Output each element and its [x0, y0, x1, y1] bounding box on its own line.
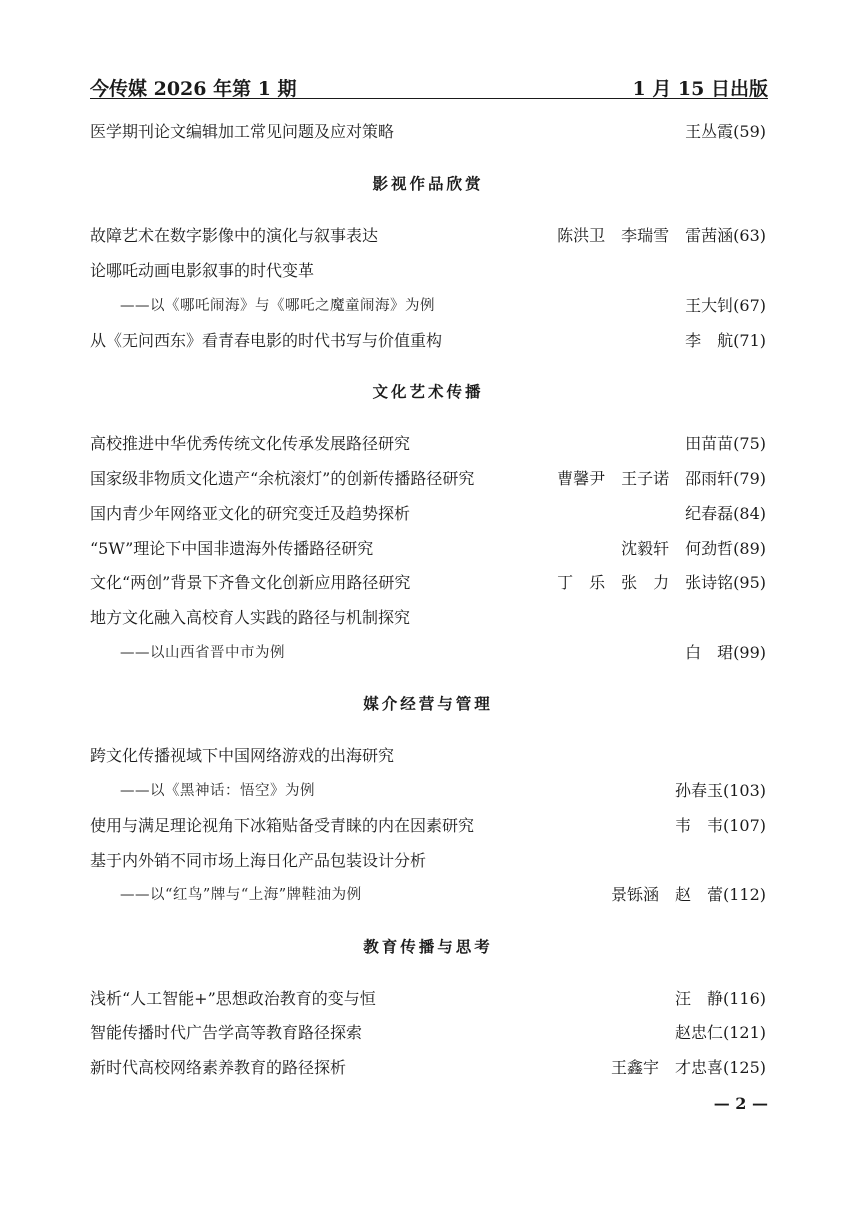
- article-title: 地方文化融入高校育人实践的路径与机制探究: [90, 608, 411, 627]
- article-authors: 曹馨尹 王子诺 邵雨轩(79): [557, 469, 766, 488]
- article-authors: 景铄涵 赵 蕾(112): [610, 885, 766, 904]
- toc-entry: [90, 329, 766, 353]
- toc-entry: [90, 467, 766, 491]
- article-authors: 沈毅轩 何劲哲(89): [621, 539, 766, 558]
- toc-entry: [90, 224, 766, 248]
- toc-entry-subtitle: [90, 883, 766, 907]
- article-subtitle: ——以《哪吒闹海》与《哪吒之魔童闹海》为例: [120, 298, 435, 314]
- article-title: 文化“两创”背景下齐鲁文化创新应用路径研究: [90, 573, 411, 592]
- article-title: 使用与满足理论视角下冰箱贴备受青睐的内在因素研究: [90, 816, 475, 835]
- toc-entry: [90, 744, 766, 768]
- toc-entry: [90, 1056, 766, 1080]
- toc-entry: [90, 259, 766, 283]
- article-authors: 赵忠仁(121): [674, 1023, 766, 1042]
- section-heading: 影视作品欣赏: [372, 174, 484, 193]
- section-heading: 文化艺术传播: [372, 382, 484, 401]
- article-authors: 白 珺(99): [685, 643, 766, 662]
- toc-entry: [90, 502, 766, 526]
- article-authors: 田苗苗(75): [685, 434, 766, 453]
- article-authors: 韦 韦(107): [674, 816, 766, 835]
- toc-entry: [90, 537, 766, 561]
- article-title: 故障艺术在数字影像中的演化与叙事表达: [90, 226, 379, 245]
- article-title: 高校推进中华优秀传统文化传承发展路径研究: [90, 434, 411, 453]
- article-title: 国家级非物质文化遗产“余杭滚灯”的创新传播路径研究: [90, 469, 475, 488]
- article-title: 跨文化传播视域下中国网络游戏的出海研究: [90, 746, 395, 765]
- article-title: 浅析“人工智能+”思想政治教育的变与恒: [90, 989, 376, 1008]
- journal-issue: 今传媒 2026 年第 1 期: [90, 78, 297, 100]
- article-subtitle: ——以《黑神话：悟空》为例: [120, 783, 315, 799]
- article-title: 基于内外销不同市场上海日化产品包装设计分析: [90, 851, 427, 870]
- toc-entry-subtitle: [90, 641, 766, 665]
- article-authors: 李 航(71): [685, 331, 766, 350]
- article-title: 新时代高校网络素养教育的路径探析: [90, 1058, 347, 1077]
- article-authors: 丁 乐 张 力 张诗铭(95): [557, 573, 766, 592]
- section-heading: 教育传播与思考: [363, 937, 493, 956]
- article-authors: 王丛霞(59): [685, 122, 766, 141]
- article-title: “5W”理论下中国非遗海外传播路径研究: [90, 539, 374, 558]
- toc-entry: [90, 849, 766, 873]
- article-subtitle: ——以“红鸟”牌与“上海”牌鞋油为例: [120, 887, 362, 903]
- toc-entry: [90, 987, 766, 1011]
- publication-date: 1 月 15 日出版: [632, 78, 768, 100]
- article-title: 智能传播时代广告学高等教育路径探索: [90, 1023, 363, 1042]
- article-authors: 纪春磊(84): [685, 504, 766, 523]
- toc-entry: [90, 814, 766, 838]
- section-heading: 媒介经营与管理: [363, 694, 493, 713]
- article-authors: 汪 静(116): [674, 989, 766, 1008]
- toc-entry: [90, 571, 766, 595]
- toc-entry-subtitle: [90, 294, 766, 318]
- article-authors: 王鑫宇 才忠喜(125): [610, 1058, 766, 1077]
- toc-entry: [90, 606, 766, 630]
- running-header: [90, 74, 768, 99]
- article-authors: 孙春玉(103): [674, 781, 766, 800]
- article-title: 国内青少年网络亚文化的研究变迁及趋势探析: [90, 504, 411, 523]
- toc-entry: [90, 1021, 766, 1045]
- article-title: 论哪吒动画电影叙事的时代变革: [90, 261, 315, 280]
- article-title: 从《无问西东》看青春电影的时代书写与价值重构: [90, 331, 443, 350]
- article-authors: 王大钊(67): [685, 296, 766, 315]
- article-subtitle: ——以山西省晋中市为例: [120, 645, 285, 661]
- toc-entry: [90, 432, 766, 456]
- toc-entry: [90, 120, 766, 144]
- article-authors: 陈洪卫 李瑞雪 雷茜涵(63): [557, 226, 766, 245]
- page-number: — 2 —: [713, 1094, 768, 1113]
- toc-entry-subtitle: [90, 779, 766, 803]
- article-title: 医学期刊论文编辑加工常见问题及应对策略: [90, 122, 395, 141]
